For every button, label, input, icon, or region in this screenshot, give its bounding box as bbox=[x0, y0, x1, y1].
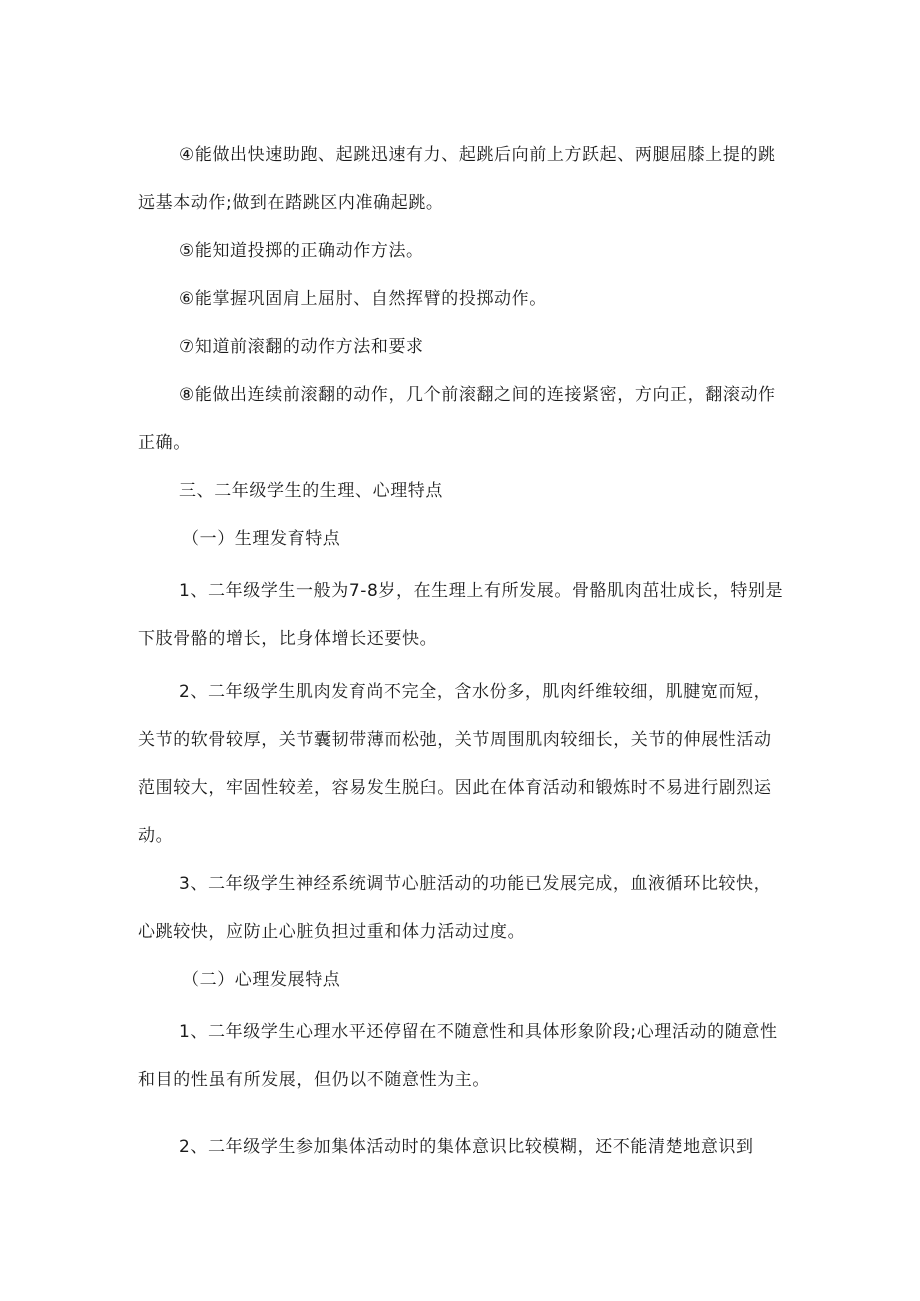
paragraph-physiological-3: 3、二年级学生神经系统调节心脏活动的功能已发展完成，血液循环比较快，心跳较快，应防止心脏负担过重和体力活动过度。 bbox=[138, 874, 772, 942]
paragraph-forward-roll-method: ⑦知道前滚翻的动作方法和要求 bbox=[179, 337, 424, 357]
subheading-physiological: （一）生理发育特点 bbox=[182, 529, 341, 549]
paragraph-long-jump: ④能做出快速助跑、起跳迅速有力、起跳后向前上方跃起、两腿屈膝上提的跳远基本动作;做到在踏跳区内准确起跳。 bbox=[138, 145, 776, 213]
paragraph-continuous-forward-roll: ⑧能做出连续前滚翻的动作，几个前滚翻之间的连接紧密，方向正，翻滚动作正确。 bbox=[138, 385, 776, 453]
paragraph-physiological-1: 1、二年级学生一般为7-8岁，在生理上有所发展。骨骼肌肉茁壮成长，特别是下肢骨骼的增长，比身体增长还要快。 bbox=[138, 581, 784, 649]
section-heading-characteristics: 三、二年级学生的生理、心理特点 bbox=[179, 481, 443, 501]
paragraph-psychological-2: 2、二年级学生参加集体活动时的集体意识比较模糊，还不能清楚地意识到 bbox=[179, 1137, 754, 1157]
paragraph-physiological-2: 2、二年级学生肌肉发育尚不完全，含水份多，肌肉纤维较细，肌腱宽而短，关节的软骨较厚，关节囊韧带薄而松弛，关节周围肌肉较细长，关节的伸展性活动范围较大，牢固性较差，容易发生脱臼。因此在体育活动和锻炼时不易进行剧烈运动。 bbox=[138, 682, 772, 846]
paragraph-throwing-method: ⑤能知道投掷的正确动作方法。 bbox=[179, 241, 424, 261]
subheading-psychological: （二）心理发展特点 bbox=[182, 970, 341, 990]
paragraph-throwing-action: ⑥能掌握巩固肩上屈肘、自然挥臂的投掷动作。 bbox=[179, 289, 547, 309]
paragraph-psychological-1: 1、二年级学生心理水平还停留在不随意性和具体形象阶段;心理活动的随意性和目的性虽有所发展，但仍以不随意性为主。 bbox=[138, 1022, 778, 1090]
